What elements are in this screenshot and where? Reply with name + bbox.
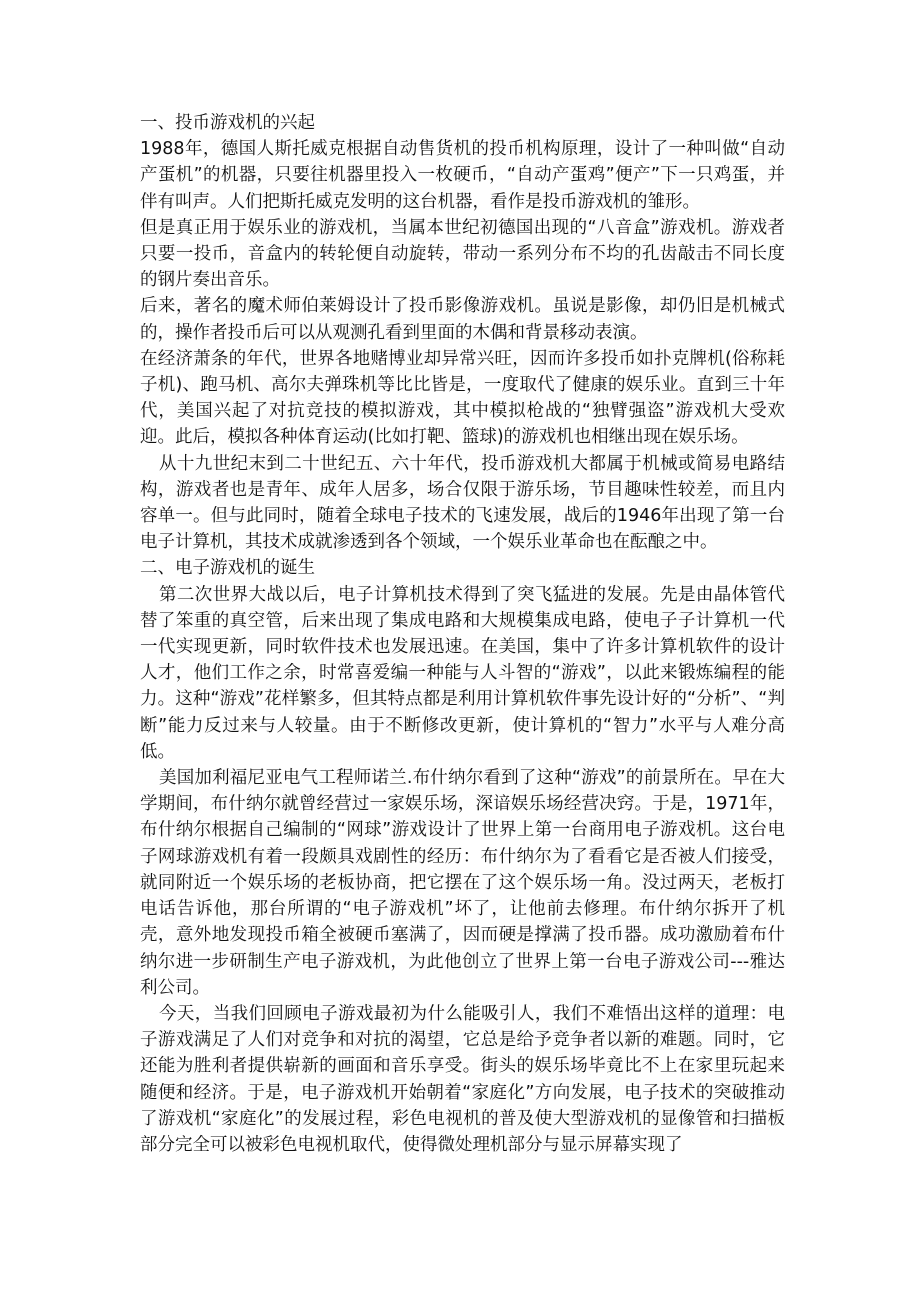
section-heading-1: 一、投币游戏机的兴起 [140, 113, 315, 133]
section-heading-2: 二、电子游戏机的诞生 [140, 558, 315, 579]
paragraph: 今天，当我们回顾电子游戏最初为什么能吸引人，我们不难悟出这样的道理：电子游戏满足了人们对竞争和对抗的渴望，它总是给予竞争者以新的难题。同时，它还能为胜利者提供崭新的画面和音乐享受。街头的娱乐场毕竟比不上在家里玩起来随便和经济。于是，电子游戏机开始朝着“家庭化”方向发展，电子技术的突破推动了游戏机“家庭化”的发展过程，彩色电视机的普及使大型游戏机的显像管和扫描板部分完全可以被彩色电视机取代，使得微处理机部分与显示屏幕实现了 [140, 1003, 785, 1155]
paragraph: 第二次世界大战以后，电子计算机技术得到了突飞猛进的发展。先是由晶体管代替了笨重的真空管，后来出现了集成电路和大规模集成电路，使电子子计算机一代一代实现更新，同时软件技术也发展迅速。在美国，集中了许多计算机软件的设计人才，他们工作之余，时常喜爱编一种能与人斗智的“游戏”，以此来锻炼编程的能力。这种“游戏”花样繁多，但其特点都是利用计算机软件事先设计好的“分析”、“判断”能力反过来与人较量。由于不断修改更新，使计算机的“智力”水平与人难分高低。 [140, 584, 785, 762]
document-page [140, 110, 785, 1158]
paragraph: 但是真正用于娱乐业的游戏机，当属本世纪初德国出现的“八音盒”游戏机。游戏者只要一投币，音盒内的转轮便自动旋转，带动一系列分布不均的孔齿敲击不同长度的钢片奏出音乐。 [140, 217, 785, 291]
paragraph: 后来，著名的魔术师伯莱姆设计了投币影像游戏机。虽说是影像，却仍旧是机械式的，操作者投币后可以从观测孔看到里面的木偶和背景移动表演。 [140, 296, 785, 343]
paragraph: 从十九世纪末到二十世纪五、六十年代，投币游戏机大都属于机械或简易电路结构，游戏者也是青年、成年人居多，场合仅限于游乐场，节目趣味性较差，而且内容单一。但与此同时，随着全球电子技术的飞速发展，战后的1946年出现了第一台电子计算机，其技术成就渗透到各个领域，一个娱乐业革命也在酝酿之中。 [140, 453, 785, 553]
paragraph: 美国加利福尼亚电气工程师诺兰.布什纳尔看到了这种“游戏”的前景所在。早在大学期间，布什纳尔就曾经营过一家娱乐场，深谙娱乐场经营决窍。于是，1971年，布什纳尔根据自己编制的“网球”游戏设计了世界上第一台商用电子游戏机。这台电子网球游戏机有着一段颇具戏剧性的经历：布什纳尔为了看看它是否被人们接受，就同附近一个娱乐场的老板协商，把它摆在了这个娱乐场一角。没过两天，老板打电话告诉他，那台所谓的“电子游戏机”坏了，让他前去修理。布什纳尔拆开了机壳，意外地发现投币箱全被硬币塞满了，因而硬是撑满了投币器。成功激励着布什纳尔进一步研制生产电子游戏机，为此他创立了世界上第一台电子游戏公司---雅达利公司。 [140, 768, 785, 998]
paragraph: 在经济萧条的年代，世界各地赌博业却异常兴旺，因而许多投币如扑克牌机(俗称耗子机)、跑马机、高尔夫弹珠机等比比皆是，一度取代了健康的娱乐业。直到三十年代，美国兴起了对抗竞技的模拟游戏，其中模拟枪战的“独臂强盗”游戏机大受欢迎。此后，模拟各种体育运动(比如打靶、篮球)的游戏机也相继出现在娱乐场。 [140, 348, 785, 448]
paragraph: 1988年，德国人斯托威克根据自动售货机的投币机构原理，设计了一种叫做“自动产蛋机”的机器，只要往机器里投入一枚硬币，“自动产蛋鸡”便产”下一只鸡蛋，并伴有叫声。人们把斯托威克发明的这台机器，看作是投币游戏机的雏形。 [140, 139, 785, 212]
